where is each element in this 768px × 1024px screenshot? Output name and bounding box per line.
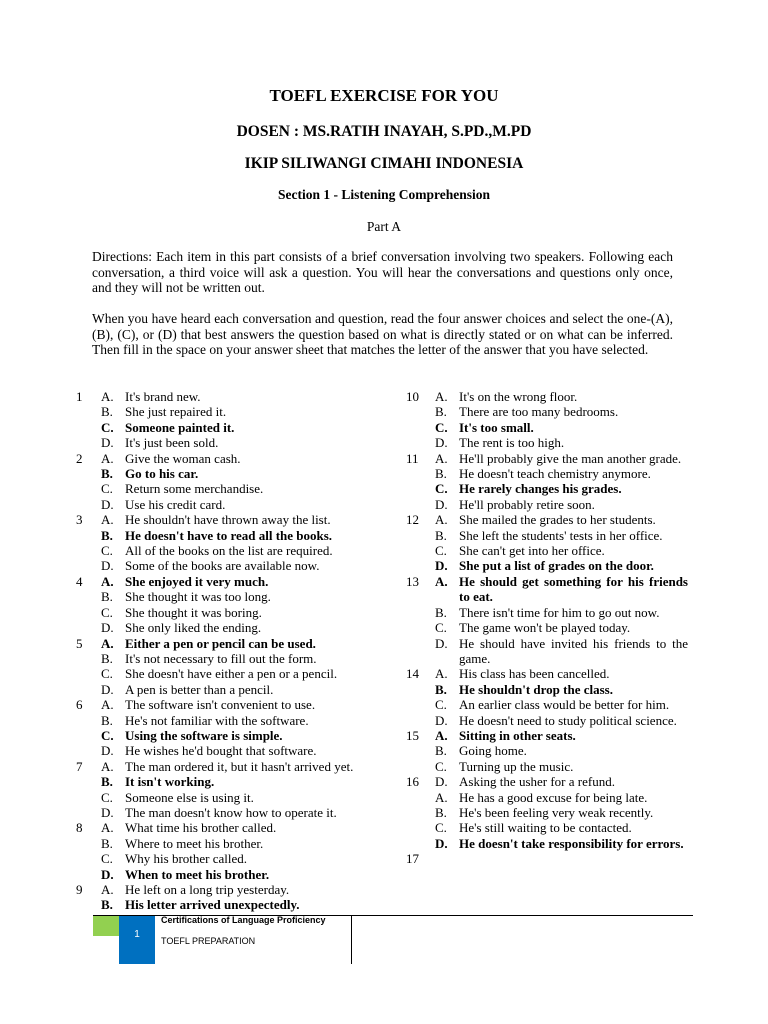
- choice-text: She put a list of grades on the door.: [459, 558, 654, 574]
- choice-text: He has a good excuse for being late.: [459, 789, 648, 805]
- question-number: 12: [406, 512, 419, 528]
- answer-choice: [402, 435, 688, 450]
- question-number: 16: [406, 774, 419, 790]
- question-number: [73, 528, 101, 543]
- choice-letter: C.: [101, 727, 114, 743]
- choice-letter: B.: [435, 804, 447, 820]
- choice-text: Asking the usher for a refund.: [459, 774, 615, 790]
- choice-text: The software isn't convenient to use.: [125, 697, 316, 713]
- choice-letter: B.: [101, 835, 113, 851]
- footer-blue-block: [119, 916, 155, 964]
- answer-choice: [402, 389, 688, 404]
- choice-letter: B.: [101, 650, 113, 666]
- answer-choice: [402, 466, 688, 481]
- answer-choice: [73, 759, 379, 774]
- question-number: [73, 805, 101, 820]
- choice-letter: A.: [101, 697, 114, 713]
- answer-choice: [402, 820, 688, 835]
- choice-letter: C.: [435, 758, 447, 774]
- answer-choice: [73, 605, 379, 620]
- directions-paragraph: Directions: Each item in this part consists of a brief conversation involving two speakers. Following each conversation, a third voice will ask a question. You will hear the conversations and questions only once, and they will not be written out.: [92, 249, 673, 296]
- choice-letter: B.: [435, 527, 447, 543]
- choice-letter: A.: [435, 727, 448, 743]
- choice-text: He's not familiar with the software.: [125, 712, 309, 728]
- choice-letter: A.: [435, 512, 448, 528]
- question-number: [402, 404, 435, 419]
- question-number: [73, 774, 101, 789]
- answer-choice-correct: [402, 420, 688, 435]
- choice-letter: A.: [435, 389, 448, 404]
- question-number: [73, 651, 101, 666]
- choice-letter: C.: [101, 543, 113, 559]
- question-number: [402, 790, 435, 805]
- answer-choice: [73, 497, 379, 512]
- choice-text: Give the woman cash.: [125, 450, 241, 466]
- question-number: [73, 682, 101, 697]
- question-number: [402, 497, 435, 512]
- question-number: [402, 636, 435, 667]
- answer-choice-correct: [73, 528, 379, 543]
- answer-choice-correct: [402, 574, 688, 605]
- choice-letter: D.: [435, 435, 448, 451]
- answer-choice-correct: [402, 481, 688, 496]
- choice-letter: B.: [435, 404, 447, 420]
- choice-letter: D.: [435, 496, 448, 512]
- choice-text: He rarely changes his grades.: [459, 481, 622, 497]
- choice-letter: A.: [101, 758, 114, 774]
- choice-text: She can't get into her office.: [459, 543, 605, 559]
- question-number: [73, 867, 101, 882]
- choice-letter: B.: [101, 712, 113, 728]
- answer-choice: [73, 743, 379, 758]
- choice-text: Someone else is using it.: [125, 789, 254, 805]
- question-number: [402, 466, 435, 481]
- choice-letter: D.: [435, 558, 448, 574]
- choice-letter: A.: [101, 635, 114, 651]
- choice-text: The game won't be played today.: [459, 620, 631, 636]
- choice-text: He's been feeling very weak recently.: [459, 804, 654, 820]
- choice-letter: A.: [435, 666, 448, 682]
- choice-text: When to meet his brother.: [125, 866, 270, 882]
- answer-choice: [402, 528, 688, 543]
- question-number: [402, 435, 435, 450]
- choice-text: Using the software is simple.: [125, 727, 283, 743]
- choice-text: He doesn't have to read all the books.: [125, 527, 333, 543]
- page-number: 1: [134, 929, 140, 940]
- choice-letter: C.: [101, 851, 113, 867]
- choice-text: He shouldn't have thrown away the list.: [125, 512, 331, 528]
- question-number: [402, 697, 435, 712]
- choice-letter: D.: [101, 743, 114, 759]
- choice-letter: B.: [101, 589, 113, 605]
- question-number: [402, 558, 435, 573]
- answer-choice: [402, 404, 688, 419]
- answer-choice: [73, 558, 379, 573]
- choice-text: There are too many bedrooms.: [459, 404, 619, 420]
- choice-letter: B.: [435, 743, 447, 759]
- part-heading: Part A: [366, 219, 402, 234]
- answer-choice: [402, 713, 688, 728]
- choice-text: Where to meet his brother.: [125, 835, 264, 851]
- choice-text: He doesn't take responsibility for errors.: [459, 835, 684, 851]
- choice-text: All of the books on the list are required.: [125, 543, 333, 559]
- question-number: 5: [76, 635, 83, 651]
- answer-choice-correct: [73, 636, 379, 651]
- question-number: 3: [76, 512, 83, 528]
- choice-letter: D.: [435, 635, 448, 651]
- choice-letter: B.: [435, 681, 447, 697]
- choice-letter: C.: [435, 697, 447, 713]
- answer-choice: [73, 682, 379, 697]
- question-number: [73, 404, 101, 419]
- answer-choice: [73, 697, 379, 712]
- question-number: [402, 820, 435, 835]
- choice-text: It's just been sold.: [125, 435, 219, 451]
- question-column-left: [73, 389, 379, 913]
- answer-choice: [402, 636, 688, 667]
- choice-text: She doesn't have either a pen or a pencil.: [125, 666, 338, 682]
- question-number: [73, 897, 101, 912]
- answer-choice-correct: [73, 574, 379, 589]
- question-number: [402, 481, 435, 496]
- answer-choice: [73, 713, 379, 728]
- answer-choice-correct: [402, 558, 688, 573]
- choice-letter: D.: [101, 681, 114, 697]
- choice-text: Either a pen or pencil can be used.: [125, 635, 316, 651]
- answer-choice: [402, 543, 688, 558]
- question-number: 4: [76, 573, 83, 589]
- choice-text: She only liked the ending.: [125, 620, 262, 636]
- answer-choice: [73, 543, 379, 558]
- answer-choice: [402, 851, 688, 866]
- footer-divider: [351, 916, 352, 964]
- choice-text: It's not necessary to fill out the form.: [125, 650, 317, 666]
- answer-choice-correct: [73, 728, 379, 743]
- question-number: 13: [406, 573, 419, 589]
- institution-line: IKIP SILIWANGI CIMAHI INDONESIA: [244, 155, 524, 172]
- question-number: [73, 466, 101, 481]
- choice-letter: D.: [101, 558, 114, 574]
- answer-choice-correct: [73, 867, 379, 882]
- choice-letter: D.: [435, 835, 448, 851]
- question-number: [73, 497, 101, 512]
- choice-letter: B.: [101, 404, 113, 420]
- answer-choice: [402, 497, 688, 512]
- question-number: 11: [406, 450, 419, 466]
- footer-label-toefl: TOEFL PREPARATION: [161, 936, 256, 946]
- choice-text: An earlier class would be better for him.: [459, 697, 670, 713]
- answer-choice-correct: [402, 728, 688, 743]
- choice-text: He shouldn't drop the class.: [459, 681, 613, 697]
- choice-letter: C.: [101, 481, 113, 497]
- choice-letter: A.: [101, 389, 114, 404]
- answer-choice: [73, 620, 379, 635]
- choice-text: He should get something for his friends to eat.: [459, 573, 688, 605]
- question-number: [73, 790, 101, 805]
- answer-choice: [73, 805, 379, 820]
- question-number: [73, 620, 101, 635]
- choice-letter: C.: [101, 604, 113, 620]
- answer-choice: [73, 820, 379, 835]
- question-number: [73, 713, 101, 728]
- choice-letter: A.: [101, 573, 114, 589]
- choice-letter: C.: [435, 620, 447, 636]
- instructions-paragraph: When you have heard each conversation and question, read the four answer choices and select the one-(A), (B), (C), or (D) that best answers the question based on what is directly stated or on what can be inferred. Then fill in the space on your answer sheet that matches the letter of the answer that you have selected.: [92, 311, 673, 358]
- choice-letter: D.: [101, 496, 114, 512]
- answer-choice: [73, 836, 379, 851]
- choice-letter: A.: [101, 450, 114, 466]
- choice-text: She enjoyed it very much.: [125, 573, 269, 589]
- question-number: [402, 420, 435, 435]
- choice-text: He'll probably retire soon.: [459, 496, 595, 512]
- choice-letter: D.: [101, 866, 114, 882]
- question-number: 10: [406, 389, 419, 404]
- choice-text: What time his brother called.: [125, 820, 277, 836]
- question-number: [402, 759, 435, 774]
- answer-choice: [402, 790, 688, 805]
- choice-text: He'll probably give the man another grade.: [459, 450, 682, 466]
- choice-text: The man ordered it, but it hasn't arrived yet.: [125, 758, 354, 774]
- answer-choice-correct: [402, 682, 688, 697]
- question-number: [73, 543, 101, 558]
- answer-choice: [73, 435, 379, 450]
- answer-choice: [73, 404, 379, 419]
- choice-letter: B.: [101, 774, 113, 790]
- answer-choice-correct: [73, 774, 379, 789]
- answer-choice: [402, 620, 688, 635]
- choice-letter: A.: [101, 820, 114, 836]
- choice-text: She mailed the grades to her students.: [459, 512, 656, 528]
- answer-choice: [402, 451, 688, 466]
- choice-text: The man doesn't know how to operate it.: [125, 804, 337, 820]
- choice-text: Turning up the music.: [459, 758, 574, 774]
- answer-choice: [73, 589, 379, 604]
- question-number: [402, 620, 435, 635]
- choice-letter: B.: [435, 604, 447, 620]
- choice-letter: B.: [435, 466, 447, 482]
- choice-text: A pen is better than a pencil.: [125, 681, 274, 697]
- choice-letter: C.: [435, 820, 447, 836]
- choice-text: Why his brother called.: [125, 851, 248, 867]
- answer-choice: [73, 882, 379, 897]
- choice-text: He doesn't need to study political science.: [459, 712, 677, 728]
- question-number: [73, 605, 101, 620]
- question-number: [73, 435, 101, 450]
- answer-choice: [402, 805, 688, 820]
- answer-choice-correct: [73, 897, 379, 912]
- question-number: 14: [406, 666, 419, 682]
- answer-choice-correct: [73, 420, 379, 435]
- choice-text: He's still waiting to be contacted.: [459, 820, 632, 836]
- question-number: [402, 528, 435, 543]
- answer-choice: [73, 651, 379, 666]
- choice-text: He doesn't teach chemistry anymore.: [459, 466, 651, 482]
- question-number: [73, 836, 101, 851]
- choice-text: She just repaired it.: [125, 404, 227, 420]
- choice-text: It's brand new.: [125, 389, 201, 404]
- choice-letter: C.: [435, 419, 448, 435]
- choice-letter: C.: [101, 666, 113, 682]
- choice-text: He should have invited his friends to the game.: [459, 635, 688, 666]
- choice-text: Use his credit card.: [125, 496, 226, 512]
- answer-choice: [73, 790, 379, 805]
- question-number: [402, 713, 435, 728]
- answer-choice: [402, 774, 688, 789]
- choice-text: Sitting in other seats.: [459, 727, 576, 743]
- choice-text: He left on a long trip yesterday.: [125, 882, 290, 897]
- answer-choice-correct: [73, 466, 379, 481]
- question-number: [402, 682, 435, 697]
- answer-choice: [402, 743, 688, 758]
- choice-letter: D.: [435, 712, 448, 728]
- choice-text: It's on the wrong floor.: [459, 389, 578, 404]
- question-number: 1: [76, 389, 83, 404]
- question-number: [73, 851, 101, 866]
- section-heading: Section 1 - Listening Comprehension: [277, 187, 491, 202]
- question-number: 8: [76, 820, 83, 836]
- answer-choice: [402, 697, 688, 712]
- choice-letter: D.: [101, 620, 114, 636]
- choice-text: The rent is too high.: [459, 435, 565, 451]
- answer-choice: [73, 851, 379, 866]
- choice-text: It's too small.: [459, 419, 534, 435]
- question-number: 6: [76, 697, 83, 713]
- question-number: [402, 836, 435, 851]
- choice-letter: [435, 851, 459, 866]
- question-number: [73, 728, 101, 743]
- choice-text: [459, 851, 688, 866]
- choice-letter: A.: [101, 512, 114, 528]
- question-number: [73, 420, 101, 435]
- choice-text: There isn't time for him to go out now.: [459, 604, 660, 620]
- question-number: [402, 805, 435, 820]
- question-number: [73, 481, 101, 496]
- choice-text: Some of the books are available now.: [125, 558, 320, 574]
- question-number: 17: [406, 851, 419, 867]
- question-number: 9: [76, 882, 83, 897]
- choice-letter: A.: [435, 450, 448, 466]
- answer-choice: [402, 512, 688, 527]
- choice-text: His letter arrived unexpectedly.: [125, 897, 300, 913]
- answer-choice: [73, 451, 379, 466]
- choice-letter: A.: [435, 573, 448, 589]
- answer-choice: [402, 605, 688, 620]
- question-number: [73, 558, 101, 573]
- choice-text: Go to his car.: [125, 466, 199, 482]
- footer-green-block: [93, 916, 119, 936]
- question-number: [402, 743, 435, 758]
- choice-letter: A.: [435, 789, 448, 805]
- answer-choice: [402, 666, 688, 681]
- choice-letter: B.: [101, 527, 113, 543]
- choice-letter: C.: [101, 419, 114, 435]
- choice-letter: D.: [101, 804, 114, 820]
- question-number: [73, 589, 101, 604]
- choice-text: He wishes he'd bought that software.: [125, 743, 317, 759]
- question-number: 15: [406, 727, 419, 743]
- question-number: 7: [76, 758, 83, 774]
- question-number: [402, 543, 435, 558]
- choice-text: His class has been cancelled.: [459, 666, 610, 682]
- choice-text: Return some merchandise.: [125, 481, 264, 497]
- choice-text: She thought it was boring.: [125, 604, 262, 620]
- answer-choice-correct: [402, 836, 688, 851]
- answer-choice: [73, 389, 379, 404]
- choice-letter: C.: [435, 481, 448, 497]
- footer-label-certifications: Certifications of Language Proficiency: [161, 915, 326, 925]
- choice-text: Someone painted it.: [125, 419, 235, 435]
- choice-letter: B.: [101, 897, 113, 913]
- choice-text: Going home.: [459, 743, 527, 759]
- question-number: [73, 666, 101, 681]
- choice-text: She left the students' tests in her office.: [459, 527, 663, 543]
- choice-text: She thought it was too long.: [125, 589, 271, 605]
- question-number: [402, 605, 435, 620]
- answer-choice: [73, 481, 379, 496]
- question-column-right: [402, 389, 688, 867]
- question-number: 2: [76, 450, 83, 466]
- document-title: TOEFL EXERCISE FOR YOU: [269, 86, 499, 105]
- choice-letter: D.: [435, 774, 448, 790]
- choice-letter: D.: [101, 435, 114, 451]
- answer-choice: [73, 512, 379, 527]
- answer-choice: [73, 666, 379, 681]
- lecturer-line: DOSEN : MS.RATIH INAYAH, S.PD.,M.PD: [236, 123, 532, 140]
- choice-text: It isn't working.: [125, 774, 215, 790]
- answer-choice: [402, 759, 688, 774]
- choice-letter: C.: [435, 543, 447, 559]
- question-number: [73, 743, 101, 758]
- choice-letter: B.: [101, 466, 113, 482]
- choice-letter: C.: [101, 789, 113, 805]
- choice-letter: A.: [101, 882, 114, 897]
